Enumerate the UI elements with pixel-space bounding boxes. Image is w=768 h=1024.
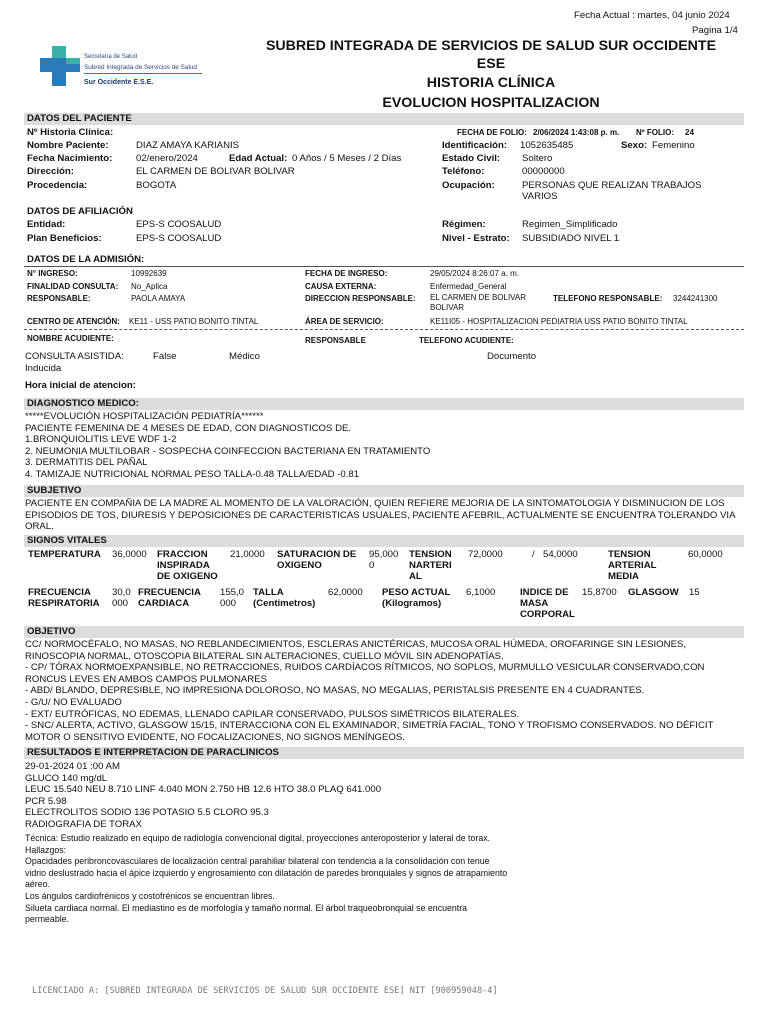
- plan-value: EPS-S COOSALUD: [136, 233, 222, 244]
- header-title-line4: EVOLUCION HOSPITALIZACION: [382, 95, 600, 111]
- logo-line3: Sur Occidente E.S.E.: [84, 79, 154, 86]
- area-label: ÁREA DE SERVICIO:: [305, 317, 384, 326]
- fecha-folio-value: 2/06/2024 1:43:08 p. m.: [533, 128, 620, 137]
- plan-label: Plan Beneficios:: [27, 233, 102, 244]
- edad-value: 0 Años / 5 Meses / 2 Días: [292, 153, 402, 164]
- finalidad-label: FINALIDAD CONSULTA:: [27, 282, 119, 291]
- fc-label: FRECUENCIA CARDIACA: [138, 587, 201, 609]
- centro-value: KE11 - USS PATIO BONITO TINTAL: [129, 317, 259, 326]
- consulta-value: False: [153, 351, 177, 362]
- page-number: Pagina 1/4: [692, 25, 738, 36]
- section-datos-paciente: DATOS DEL PACIENTE: [24, 113, 744, 125]
- ocupacion-value: PERSONAS QUE REALIZAN TRABAJOS VARIOS: [522, 180, 702, 202]
- estado-civil-label: Estado Civil:: [442, 153, 501, 164]
- health-cross-icon: [38, 46, 82, 88]
- tension-sistolica-value: 72,0000: [468, 549, 503, 560]
- nombre-value: DIAZ AMAYA KARIANIS: [136, 140, 240, 151]
- section-resultados: RESULTADOS E INTERPRETACION DE PARACLINICOS: [24, 747, 744, 759]
- temperatura-label: TEMPERATURA: [28, 549, 101, 560]
- sexo-label: Sexo:: [621, 140, 648, 151]
- header-title-line2: ESE: [476, 56, 506, 72]
- temperatura-value: 36,0000: [112, 549, 147, 560]
- ocupacion-label: Ocupación:: [442, 180, 495, 191]
- direccion-value: EL CARMEN DE BOLIVAR BOLIVAR: [136, 166, 295, 177]
- objetivo-text: CC/ NORMOCÉFALO, NO MASAS, NO REBLANDECIMIENTOS, ESCLERAS ANICTÉRICAS, MUCOSA ORAL HÚMEDA, OROFARINGE SIN LESIONES, RINOSCOPIA NORMAL, OTOSCOPIA BILATERAL SIN ALTERACIONES, CUELLO MÓVIL SIN ADENOPATÍAS. - CP/ TÓRAX NORMOEXPANSIBLE, NO RETRACCIONES, RUIDOS CARDÍACOS RÍTMICOS, NO SOPLOS, MURMULLO VESICULAR CONSERVADO,CON RONCUS LEVES EN AMBOS CAMPOS PULMONARES - ABD/ BLANDO, DEPRESIBLE, NO IMPRESIONA DOLOROSO, NO MASAS, NO MEGALIAS, PERISTALSIS PRESENTE EN 4 CUADRANTES. - G/U/ NO EVALUADO - EXT/ EUTRÓFICAS, NO EDEMAS, LLENADO CAPILAR CONSERVADO, PULSOS SIMÉTRICOS BILATERALES. - SNC/ ALERTA, ACTIVO, GLASGOW 15/15, INTERACCIONA CON EL EXAMINADOR, SIMETRÍA FACIAL, TONO Y TROFISMO CONSERVADOS. NO DÉFICIT MOTOR O SENSITIVO EVIDENTE, NO FOCALIZACIONES, NO SIGNOS MENÍNGEOS.: [25, 639, 714, 743]
- centro-label: CENTRO DE ATENCIÓN:: [27, 317, 120, 326]
- tel-resp-value: 3244241300: [673, 294, 718, 303]
- tel-resp-label: TELEFONO RESPONSABLE:: [553, 294, 663, 303]
- consulta-label: CONSULTA ASISTIDA:: [25, 351, 124, 362]
- header-title-line1: SUBRED INTEGRADA DE SERVICIOS DE SALUD SUR OCCIDENTE: [265, 38, 717, 54]
- tam-label: TENSION ARTERIAL MEDIA: [608, 549, 657, 582]
- tension-arterial-label: TENSION NARTERIAL: [409, 549, 452, 582]
- responsable-label: RESPONSABLE:: [27, 294, 91, 303]
- tam-value: 60,0000: [688, 549, 723, 560]
- causa-label: CAUSA EXTERNA:: [305, 282, 377, 291]
- identificacion-value: 1052635485: [520, 140, 574, 151]
- nacimiento-value: 02/enero/2024: [136, 153, 198, 164]
- header-title-line3: HISTORIA CLÍNICA: [426, 75, 556, 91]
- regimen-label: Régimen:: [442, 219, 486, 230]
- dir-resp-value: EL CARMEN DE BOLIVAR BOLIVAR: [430, 293, 527, 312]
- saturacion-value: 95,0000: [369, 549, 399, 571]
- fr-value: 30,0000: [112, 587, 131, 609]
- fecha-ingreso-label: FECHA DE INGRESO:: [305, 269, 388, 278]
- section-admision: DATOS DE LA ADMISIÓN:: [24, 254, 744, 266]
- finalidad-value: No_Aplica: [131, 282, 168, 291]
- nacimiento-label: Fecha Nacimiento:: [27, 153, 113, 164]
- edad-label: Edad Actual:: [229, 153, 288, 164]
- section-signos: SIGNOS VITALES: [24, 535, 744, 547]
- regimen-value: Regimen_Simplificado: [522, 219, 618, 230]
- fio2-label: FRACCION INSPIRADA DE OXIGENO: [157, 549, 218, 582]
- imc-value: 15,8700: [582, 587, 617, 598]
- ingreso-value: 10992639: [131, 269, 167, 278]
- talla-value: 62,0000: [328, 587, 363, 598]
- footer-licencia: LICENCIADO A: [SUBRED INTEGRADA DE SERVICIOS DE SALUD SUR OCCIDENTE ESE] NIT [900959048-4]: [32, 986, 498, 996]
- nivel-label: Nivel - Estrato:: [442, 233, 510, 244]
- fecha-actual: Fecha Actual : martes, 04 junio 2024: [574, 10, 730, 21]
- medico-label: Médico: [229, 351, 260, 362]
- estado-civil-value: Soltero: [522, 153, 553, 164]
- resultados-text: 29-01-2024 01 :00 AM GLUCO 140 mg/dL LEUC 15.540 NEU 8.710 LINF 4.040 MON 2.750 HB 12.6 HTO 38.0 PLAQ 641.000 PCR 5.98 ELECTROLITOS SODIO 136 POTASIO 5.5 CLORO 95.3 RADIOGRAFIA DE TORAX: [25, 761, 382, 830]
- procedencia-label: Procedencia:: [27, 180, 88, 191]
- nombre-label: Nombre Paciente:: [27, 140, 109, 151]
- hora-inicial-label: Hora inicial de atencion:: [25, 380, 136, 391]
- procedencia-value: BOGOTA: [136, 180, 177, 191]
- logo: [38, 44, 208, 94]
- resultados-radiografia-text: Técnica: Estudio realizado en equipo de radiología convencional digital, proyecciones anteroposterior y lateral de torax. Hallazgos: Opacidades peribroncovasculares de localización central parahiliar bilateral con tendencia a la consolidación con tenue vidrio deslustrado hacia el ápice izquierdo y engrosamiento con dilatación de paredes bronquiales y signos de atrapamiento aéreo. Los ángulos cardiofrénicos y costofrénicos se encuentran libres. Silueta cardiaca normal. El mediastino es de morfología y tamaño normal. El árbol traqueobronquial se encuentra permeable.: [25, 833, 508, 925]
- entidad-value: EPS-S COOSALUD: [136, 219, 222, 230]
- fio2-value: 21,0000: [230, 549, 265, 560]
- acudiente-label: NOMBRE ACUDIENTE:: [27, 334, 114, 343]
- logo-line1: Secretaría de Salud: [84, 54, 138, 60]
- imc-label: INDICE DE MASA CORPORAL: [520, 587, 575, 620]
- folio-label: Nº FOLIO:: [636, 128, 675, 137]
- fr-label: FRECUENCIA RESPIRATORIA: [28, 587, 100, 609]
- glasgow-label: GLASGOW: [628, 587, 679, 598]
- responsable-value: PAOLA AMAYA: [131, 294, 186, 303]
- area-value: KE11I05 - HOSPITALIZACION PEDIATRIA USS PATIO BONITO TINTAL: [430, 317, 688, 326]
- folio-value: 24: [685, 128, 694, 137]
- tension-separator: /: [532, 549, 535, 560]
- talla-label: TALLA (Centimetros): [253, 587, 316, 609]
- acudiente-responsable-label: RESPONSABLE: [305, 336, 366, 345]
- ingreso-label: N° INGRESO:: [27, 269, 78, 278]
- sexo-value: Femenino: [652, 140, 695, 151]
- fecha-folio-label: FECHA DE FOLIO:: [457, 128, 527, 137]
- saturacion-label: SATURACION DE OXIGENO: [277, 549, 357, 571]
- telefono-label: Teléfono:: [442, 166, 485, 177]
- peso-label: PESO ACTUAL (Kilogramos): [382, 587, 451, 609]
- causa-value: Enfermedad_General: [430, 282, 507, 291]
- direccion-label: Dirección:: [27, 166, 74, 177]
- nivel-value: SUBSIDIADO NIVEL 1: [522, 233, 620, 244]
- section-afiliacion: DATOS DE AFILIACIÓN: [24, 206, 744, 218]
- glasgow-value: 15: [689, 587, 700, 598]
- subjetivo-text: PACIENTE EN COMPAÑIA DE LA MADRE AL MOMENTO DE LA VALORACIÓN, QUIEN REFIERE MEJORIA DE LA SINTOMATOLOGIA Y DISMINUCION DE LOS EPISODIOS DE TOS, DIURESIS Y DEPOSICIONES DE CARACTERISTICAS USUALES, PACIENTE AFEBRIL, ACTUALMENTE SE ENCUENTRA TOLERANDO VIA ORAL.: [25, 498, 735, 533]
- tension-diastolica-value: 54,0000: [543, 549, 578, 560]
- section-subjetivo: SUBJETIVO: [24, 485, 744, 497]
- section-objetivo: OBJETIVO: [24, 626, 744, 638]
- historia-label: Nº Historia Clínica:: [27, 127, 114, 138]
- dir-resp-label: DIRECCION RESPONSABLE:: [305, 294, 416, 303]
- telefono-value: 00000000: [522, 166, 565, 177]
- diagnostico-text: *****EVOLUCIÓN HOSPITALIZACIÓN PEDIATRÍA****** PACIENTE FEMENINA DE 4 MESES DE EDAD, CON DIAGNOSTICOS DE. 1.BRONQUIOLITIS LEVE WDF 1-2 2. NEUMONIA MULTILOBAR - SOSPECHA COINFECCION BACTERIANA EN TRATAMIENTO 3. DERMATITIS DEL PAÑAL 4. TAMIZAJE NUTRICIONAL NORMAL PESO TALLA-0.48 TALLA/EDAD -0.81: [25, 411, 431, 480]
- section-diagnostico: DIAGNOSTICO MEDICO:: [24, 398, 744, 410]
- logo-line2: Subred Integrada de Servicios de Salud: [84, 64, 197, 71]
- inducida-label: Inducida: [25, 363, 62, 374]
- peso-value: 6,1000: [466, 587, 496, 598]
- documento-label: Documento: [487, 351, 537, 362]
- entidad-label: Entidad:: [27, 219, 66, 230]
- fc-value: 155,0000: [220, 587, 245, 609]
- fecha-ingreso-value: 29/05/2024 8:26:07 a. m.: [430, 269, 519, 278]
- tel-acudiente-label: TELEFONO ACUDIENTE:: [419, 336, 514, 345]
- identificacion-label: Identificación:: [442, 140, 508, 151]
